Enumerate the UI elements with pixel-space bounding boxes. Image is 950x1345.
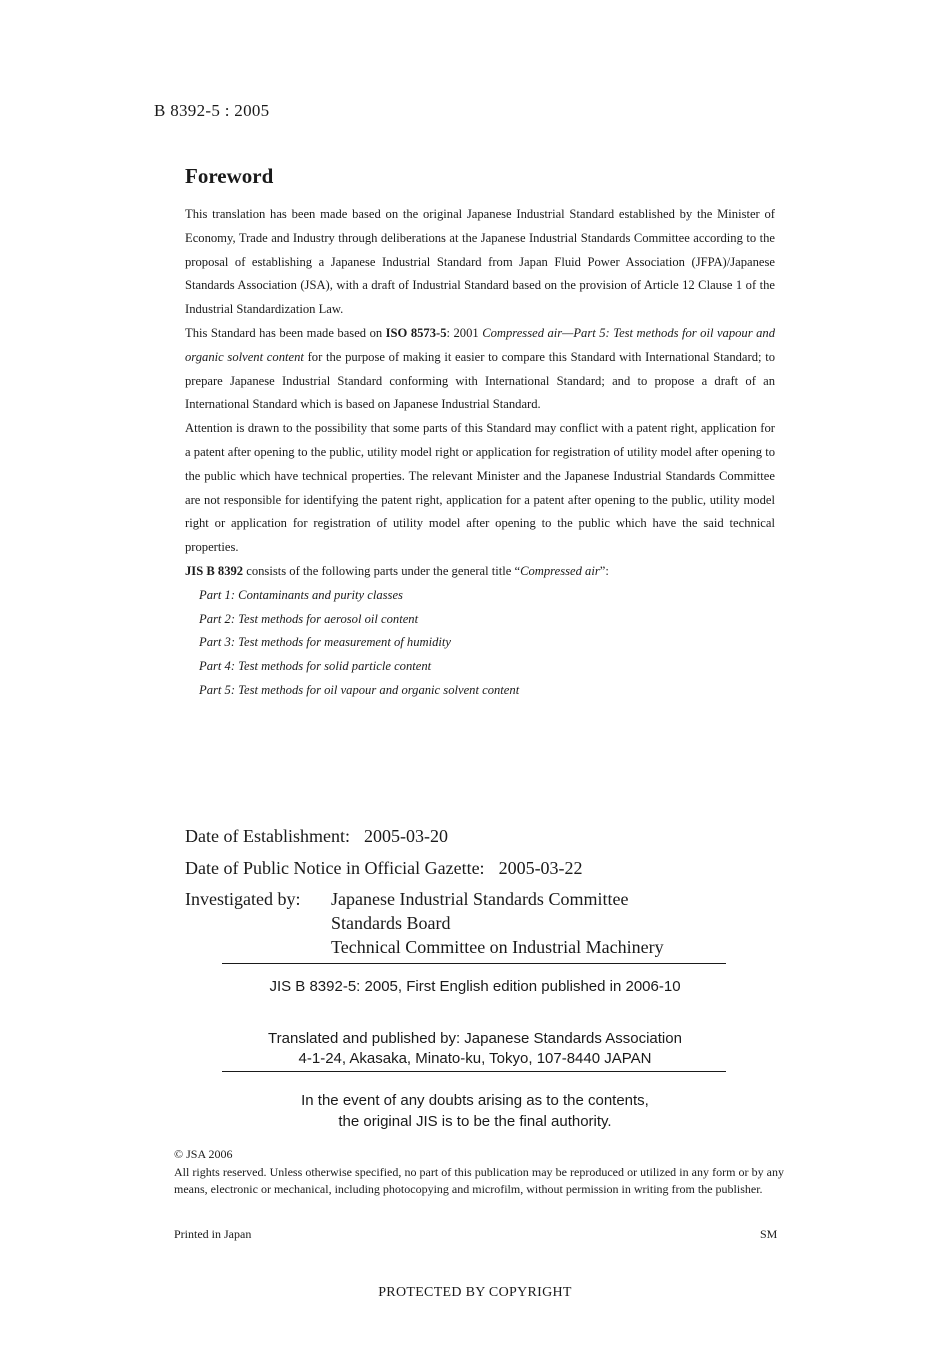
general-title: Compressed air xyxy=(520,563,600,578)
establishment-date xyxy=(185,820,448,852)
iso-reference: ISO 8573-5 xyxy=(385,325,447,340)
foreword-paragraph-1: This translation has been made based on the original Japanese Industrial Standard established by the Minister of Economy, Trade and Industry through deliberations at the Japanese Industrial Standards Committee according to the proposal of establishing a Japanese Industrial Standard from Japan Fluid Power Association (JFPA)/Japanese Standards Association (JSA), with a draft of Industrial Standard based on the provision of Article 12 Clause 1 of the Industrial Standardization Law. xyxy=(185,207,775,317)
document-code: B 8392-5 : 2005 xyxy=(154,101,270,120)
investigated-line: Standards Board xyxy=(331,913,451,933)
notice-value: 2005-03-22 xyxy=(498,858,583,878)
divider xyxy=(222,1071,726,1072)
divider xyxy=(222,963,726,964)
foreword-paragraph-2 xyxy=(185,322,775,417)
investigated-line: Japanese Industrial Standards Committee xyxy=(331,889,629,909)
para2-rest: for the purpose of making it easier to compare this Standard with International Standard; to prepare Japanese Industrial Standard conforming with International Standard; and to propose a draft of an International Standard which is based on Japanese Industrial Standard. xyxy=(185,349,775,412)
foreword-title: Foreword xyxy=(185,164,274,188)
sm-mark: SM xyxy=(760,1227,778,1241)
list-item: Part 3: Test methods for measurement of humidity xyxy=(199,635,451,650)
publisher-line-1: Translated and published by: Japanese Standards Association xyxy=(268,1030,682,1047)
iso-title: Compressed air—Part 5: Test methods for oil vapour and organic solvent content xyxy=(185,325,776,364)
authority-line-1: In the event of any doubts arising as to the contents, xyxy=(301,1092,649,1109)
authority-line-2: the original JIS is to be the final authority. xyxy=(338,1112,612,1130)
list-item: Part 4: Test methods for solid particle content xyxy=(199,659,432,674)
establishment-value: 2005-03-20 xyxy=(363,826,448,846)
list-item: Part 5: Test methods for oil vapour and organic solvent content xyxy=(199,682,520,697)
protected-by-copyright: PROTECTED BY COPYRIGHT xyxy=(378,1285,572,1300)
rights-notice: All rights reserved. Unless otherwise specified, no part of this publication may be reproduced or utilized in any form or by any means, electronic or mechanical, including photocopying and microfilm, without permission in writing from the publisher. xyxy=(174,1164,784,1196)
copyright-block xyxy=(174,1146,784,1199)
investigated-label: Investigated by: xyxy=(185,889,301,909)
parts-list xyxy=(185,584,775,703)
public-notice-date xyxy=(185,852,583,884)
copyright-line: © JSA 2006 xyxy=(174,1147,233,1161)
notice-label: Date of Public Notice in Official Gazette: xyxy=(185,858,485,878)
investigated-line: Technical Committee on Industrial Machinery xyxy=(331,937,664,957)
foreword-body xyxy=(185,203,775,703)
list-item: Part 1: Contaminants and purity classes xyxy=(199,587,403,602)
investigated-by xyxy=(185,887,664,959)
para4-end: ”: xyxy=(599,563,609,578)
iso-year: : 2001 xyxy=(446,325,483,340)
establishment-label: Date of Establishment: xyxy=(185,826,350,846)
foreword-paragraph-4 xyxy=(185,560,775,584)
para2-text: This Standard has been made based on xyxy=(185,325,386,340)
publisher-address: 4-1-24, Akasaka, Minato-ku, Tokyo, 107-8440 JAPAN xyxy=(298,1050,652,1067)
para4-text: consists of the following parts under the general title “ xyxy=(243,563,521,578)
list-item: Part 2: Test methods for aerosol oil content xyxy=(199,611,419,626)
printed-in: Printed in Japan xyxy=(174,1227,252,1241)
edition-info: JIS B 8392-5: 2005, First English edition published in 2006-10 xyxy=(269,978,681,995)
publisher-info xyxy=(0,1029,950,1069)
foreword-paragraph-3: Attention is drawn to the possibility that some parts of this Standard may conflict with a patent right, application for a patent after opening to the public, utility model right or application for registration of utility model after opening to the public which have technical properties. The relevant Minister and the Japanese Industrial Standards Committee are not responsible for identifying the patent right, application for a patent after opening to the public, utility model right or application for registration of utility model after opening to the public which have the said technical properties. xyxy=(185,421,775,555)
authority-note xyxy=(0,1091,950,1132)
jis-reference: JIS B 8392 xyxy=(185,563,244,578)
